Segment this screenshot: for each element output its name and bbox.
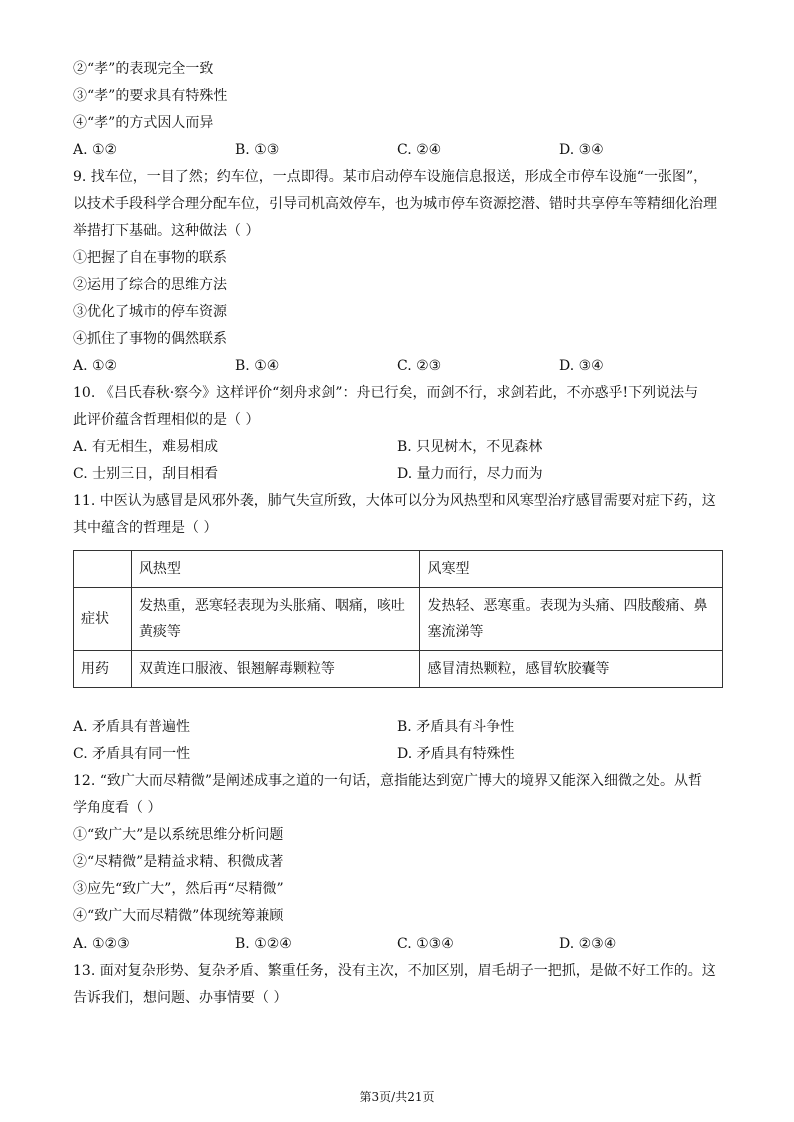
q8-option-d: D. ③④ bbox=[559, 142, 604, 158]
q12-choice-2: ②“尽精微”是精益求精、积微成著 bbox=[73, 854, 284, 870]
q9-stem-line-3: 举措打下基础。这种做法（ ） bbox=[73, 223, 260, 239]
table-cell: 感冒清热颗粒，感冒软胶囊等 bbox=[420, 651, 723, 688]
q12-option-d: D. ②③④ bbox=[559, 936, 617, 952]
q8-option-b: B. ①③ bbox=[235, 142, 280, 158]
q11-stem-line-2: 其中蕴含的哲理是（ ） bbox=[73, 520, 218, 536]
q12-stem-line-2: 学角度看（ ） bbox=[73, 800, 162, 816]
table-row bbox=[74, 651, 723, 688]
q12-choice-3: ③应先“致广大”，然后再“尽精微” bbox=[73, 881, 284, 897]
q9-choice-3: ③优化了城市的停车资源 bbox=[73, 304, 227, 320]
table-header-cell bbox=[74, 551, 132, 588]
table-header-row bbox=[74, 551, 723, 588]
q8-choice-4: ④“孝”的方式因人而异 bbox=[73, 115, 214, 131]
q9-option-a: A. ①② bbox=[73, 358, 118, 374]
q10-stem-line-2: 此评价蕴含哲理相似的是（ ） bbox=[73, 412, 260, 428]
q9-choice-4: ④抓住了事物的偶然联系 bbox=[73, 331, 227, 347]
q12-choice-4: ④“致广大而尽精微”体现统筹兼顾 bbox=[73, 908, 284, 924]
q9-option-c: C. ②③ bbox=[397, 358, 442, 374]
q11-option-b: B. 矛盾具有斗争性 bbox=[397, 719, 515, 735]
table-header-cell: 风寒型 bbox=[420, 551, 723, 588]
q11-option-d: D. 矛盾具有特殊性 bbox=[397, 746, 515, 762]
q8-option-a: A. ①② bbox=[73, 142, 118, 158]
q11-stem-line-1: 11. 中医认为感冒是风邪外袭，肺气失宣所致，大体可以分为风热型和风寒型治疗感冒需要对症下药，这 bbox=[73, 493, 716, 509]
q10-stem-line-1: 10. 《吕氏春秋·察今》这样评价“刻舟求剑”：舟已行矣，而剑不行，求剑若此，不亦惑乎!下列说法与 bbox=[73, 385, 699, 401]
q10-option-d: D. 量力而行，尽力而为 bbox=[397, 466, 543, 482]
q8-choice-3: ③“孝”的要求具有特殊性 bbox=[73, 88, 228, 104]
q9-stem-line-1: 9. 找车位，一目了然；约车位，一点即得。某市启动停车设施信息报送，形成全市停车设施“一张图”， bbox=[73, 169, 708, 185]
table-row-label: 用药 bbox=[74, 651, 132, 688]
q11-option-a: A. 矛盾具有普遍性 bbox=[73, 719, 191, 735]
q9-option-b: B. ①④ bbox=[235, 358, 280, 374]
table-row-label: 症状 bbox=[74, 588, 132, 651]
q8-choice-2: ②“孝”的表现完全一致 bbox=[73, 61, 214, 77]
table-cell: 发热重，恶寒轻表现为头胀痛、咽痛，咳吐黄痰等 bbox=[131, 588, 420, 651]
q10-option-c: C. 士别三日，刮目相看 bbox=[73, 466, 219, 482]
q13-stem-line-1: 13. 面对复杂形势、复杂矛盾、繁重任务，没有主次，不加区别，眉毛胡子一把抓，是做不好工作的。这 bbox=[73, 963, 716, 979]
q10-option-b: B. 只见树木，不见森林 bbox=[397, 439, 543, 455]
page-number: 第3页/共21页 bbox=[359, 1090, 435, 1104]
q12-stem-line-1: 12. “致广大而尽精微”是阐述成事之道的一句话，意指能达到宽广博大的境界又能深入细微之处。从哲 bbox=[73, 773, 703, 789]
q12-option-c: C. ①③④ bbox=[397, 936, 454, 952]
table-header-cell: 风热型 bbox=[131, 551, 420, 588]
table-row bbox=[74, 588, 723, 651]
q12-option-b: B. ①②④ bbox=[235, 936, 292, 952]
q9-choice-2: ②运用了综合的思维方法 bbox=[73, 277, 227, 293]
q8-option-c: C. ②④ bbox=[397, 142, 442, 158]
q11-option-c: C. 矛盾具有同一性 bbox=[73, 746, 191, 762]
q9-option-d: D. ③④ bbox=[559, 358, 604, 374]
q10-option-a: A. 有无相生，难易相成 bbox=[73, 439, 219, 455]
q12-option-a: A. ①②③ bbox=[73, 936, 130, 952]
q13-stem-line-2: 告诉我们，想问题、办事情要（ ） bbox=[73, 990, 288, 1006]
table-cell: 发热轻、恶寒重。表现为头痛、四肢酸痛、鼻塞流涕等 bbox=[420, 588, 723, 651]
cold-types-table bbox=[73, 550, 723, 688]
q9-choice-1: ①把握了自在事物的联系 bbox=[73, 250, 227, 266]
q9-stem-line-2: 以技术手段科学合理分配车位，引导司机高效停车，也为城市停车资源挖潜、错时共享停车等精细化治理 bbox=[73, 196, 717, 212]
table-cell: 双黄连口服液、银翘解毒颗粒等 bbox=[131, 651, 420, 688]
q12-choice-1: ①“致广大”是以系统思维分析问题 bbox=[73, 827, 284, 843]
